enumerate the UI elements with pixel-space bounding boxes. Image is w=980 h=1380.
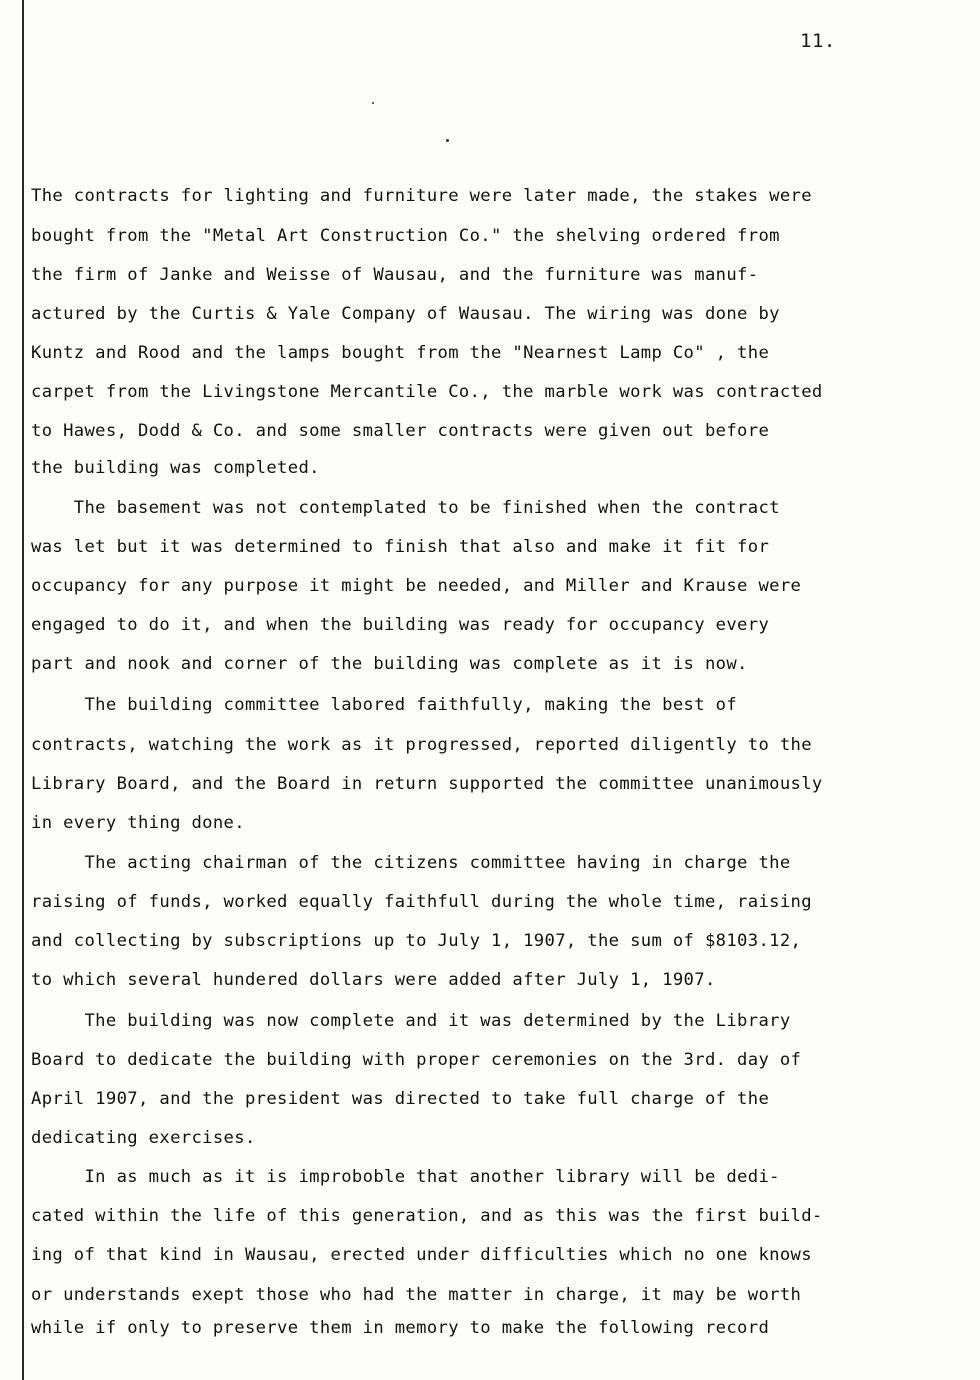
- text-line: engaged to do it, and when the building was ready for occupancy every: [31, 615, 770, 635]
- text-line: The building was now complete and it was determined by the Library: [31, 1011, 791, 1031]
- text-line: bought from the "Metal Art Construction Co." the shelving ordered from: [31, 226, 780, 246]
- page-number: 11.: [800, 30, 836, 52]
- text-line: In as much as it is improboble that another library will be dedi-: [31, 1167, 780, 1187]
- text-line: part and nook and corner of the building was complete as it is now.: [31, 654, 748, 674]
- text-line: while if only to preserve them in memory to make the following record: [31, 1318, 770, 1338]
- text-line: April 1907, and the president was directed to take full charge of the: [31, 1089, 770, 1109]
- text-line: the building was completed.: [31, 458, 320, 478]
- text-line: The building committee labored faithfully, making the best of: [31, 695, 738, 715]
- text-line: ing of that kind in Wausau, erected under difficulties which no one knows: [31, 1245, 812, 1265]
- text-line: Library Board, and the Board in return supported the committee unanimously: [31, 774, 823, 794]
- text-line: carpet from the Livingstone Mercantile Co., the marble work was contracted: [31, 382, 823, 402]
- text-line: occupancy for any purpose it might be needed, and Miller and Krause were: [31, 576, 802, 596]
- text-line: to Hawes, Dodd & Co. and some smaller contracts were given out before: [31, 421, 770, 441]
- text-line: or understands exept those who had the matter in charge, it may be worth: [31, 1285, 802, 1305]
- text-line: to which several hundered dollars were added after July 1, 1907.: [31, 970, 716, 990]
- text-line: the firm of Janke and Weisse of Wausau, and the furniture was manuf-: [31, 265, 759, 285]
- text-line: The contracts for lighting and furniture were later made, the stakes were: [31, 186, 812, 206]
- text-line: cated within the life of this generation, and as this was the first build-: [31, 1206, 823, 1226]
- text-line: raising of funds, worked equally faithfull during the whole time, raising: [31, 892, 812, 912]
- text-line: dedicating exercises.: [31, 1128, 256, 1148]
- text-line: and collecting by subscriptions up to July 1, 1907, the sum of $8103.12,: [31, 931, 802, 951]
- text-line: Kuntz and Rood and the lamps bought from the "Nearnest Lamp Co" , the: [31, 343, 770, 363]
- text-line: was let but it was determined to finish that also and make it fit for: [31, 537, 770, 557]
- text-line: Board to dedicate the building with proper ceremonies on the 3rd. day of: [31, 1050, 802, 1070]
- text-line: contracts, watching the work as it progressed, reported diligently to the: [31, 735, 812, 755]
- text-line: The acting chairman of the citizens committee having in charge the: [31, 853, 791, 873]
- text-line: in every thing done.: [31, 813, 245, 833]
- text-line: The basement was not contemplated to be finished when the contract: [31, 498, 780, 518]
- text-line: actured by the Curtis & Yale Company of Wausau. The wiring was done by: [31, 304, 780, 324]
